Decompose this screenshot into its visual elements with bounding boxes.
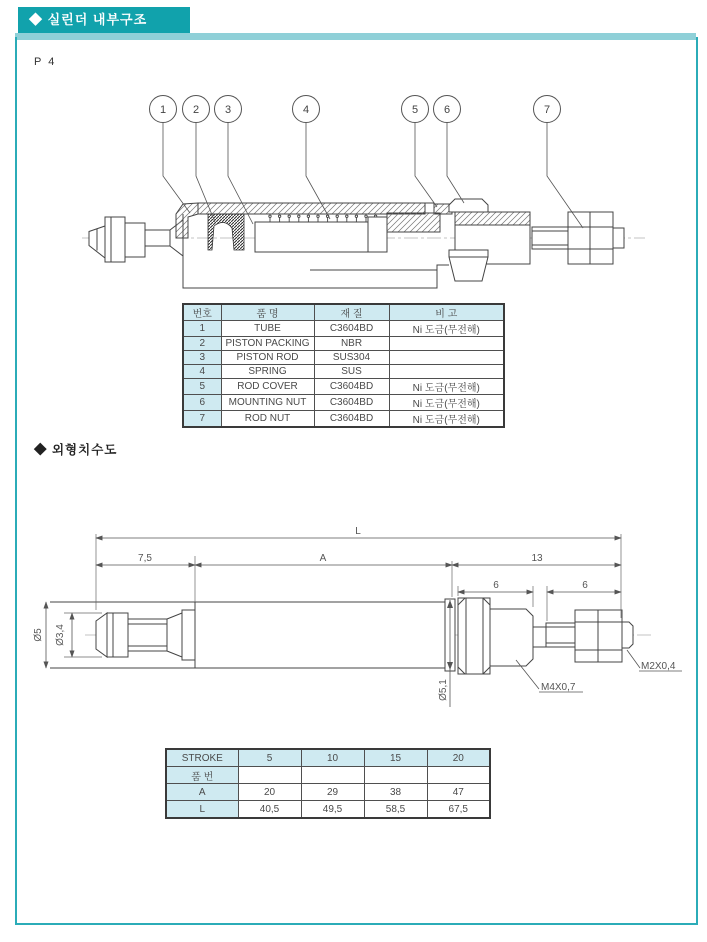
svg-text:1: 1 bbox=[159, 104, 167, 116]
table-row bbox=[183, 395, 504, 411]
cell-name: PISTON ROD bbox=[221, 351, 314, 365]
row-label: 품 번 bbox=[166, 767, 238, 784]
cell-name: SPRING bbox=[221, 365, 314, 379]
cell-value: 20 bbox=[238, 784, 301, 801]
cell-material: C3604BD bbox=[314, 411, 389, 428]
dim-label-L: L bbox=[355, 526, 361, 537]
cell-name: ROD NUT bbox=[221, 411, 314, 428]
svg-text:3: 3 bbox=[224, 104, 232, 116]
dim-label-A: A bbox=[319, 553, 327, 564]
callout-6 bbox=[434, 96, 461, 123]
cell-material: NBR bbox=[314, 337, 389, 351]
stroke-5: 5 bbox=[238, 749, 301, 767]
cell-no: 2 bbox=[183, 337, 221, 351]
col-header-name: 품 명 bbox=[221, 304, 314, 321]
col-header-no: 번호 bbox=[183, 304, 221, 321]
cell-material: C3604BD bbox=[314, 379, 389, 395]
table-row bbox=[183, 379, 504, 395]
dim-label-dia5-1: Ø5,1 bbox=[438, 679, 449, 701]
cell-remark: Ni 도금(무전해) bbox=[389, 379, 504, 395]
parts-table-header-row bbox=[183, 304, 504, 321]
cell-name: MOUNTING NUT bbox=[221, 395, 314, 411]
svg-text:6: 6 bbox=[443, 104, 451, 116]
table-row bbox=[166, 784, 490, 801]
stroke-10: 10 bbox=[301, 749, 364, 767]
svg-text:7: 7 bbox=[543, 104, 551, 116]
dim-label-dia3-4: Ø3,4 bbox=[55, 624, 66, 646]
cell-no: 5 bbox=[183, 379, 221, 395]
internal-structure-drawing bbox=[20, 85, 680, 300]
row-label: L bbox=[166, 801, 238, 819]
cell-value bbox=[301, 767, 364, 784]
cell-remark: Ni 도금(무전해) bbox=[389, 395, 504, 411]
cell-value bbox=[427, 767, 490, 784]
cell-material: C3604BD bbox=[314, 395, 389, 411]
rod-cover-section bbox=[387, 213, 440, 232]
cell-material: SUS304 bbox=[314, 351, 389, 365]
stroke-table-header-row bbox=[166, 749, 490, 767]
thread-label-m4: M4X0,7 bbox=[541, 682, 576, 693]
row-label: A bbox=[166, 784, 238, 801]
cell-value: 47 bbox=[427, 784, 490, 801]
dim-label-6b: 6 bbox=[582, 580, 588, 591]
cell-remark: Ni 도금(무전해) bbox=[389, 411, 504, 428]
cell-value: 38 bbox=[364, 784, 427, 801]
table-row bbox=[183, 411, 504, 428]
parts-table bbox=[182, 303, 505, 428]
stroke-header: STROKE bbox=[166, 749, 238, 767]
cell-value: 58,5 bbox=[364, 801, 427, 819]
dim-label-dia5: Ø5 bbox=[33, 628, 44, 642]
piston-rod-head bbox=[89, 217, 183, 262]
cell-no: 6 bbox=[183, 395, 221, 411]
cell-remark bbox=[389, 365, 504, 379]
cell-remark: Ni 도금(무전해) bbox=[389, 321, 504, 337]
svg-text:4: 4 bbox=[302, 104, 310, 116]
cell-remark bbox=[389, 351, 504, 365]
callout-7 bbox=[534, 96, 561, 123]
table-row bbox=[183, 365, 504, 379]
cell-name: ROD COVER bbox=[221, 379, 314, 395]
stroke-15: 15 bbox=[364, 749, 427, 767]
col-header-remark: 비 고 bbox=[389, 304, 504, 321]
col-header-material: 재 질 bbox=[314, 304, 389, 321]
stroke-table bbox=[165, 748, 491, 819]
table-row bbox=[166, 767, 490, 784]
rod-nut-assembly bbox=[532, 212, 624, 264]
cell-value: 49,5 bbox=[301, 801, 364, 819]
cell-material: C3604BD bbox=[314, 321, 389, 337]
thread-label-m2: M2X0,4 bbox=[641, 661, 676, 672]
callout-3 bbox=[215, 96, 242, 123]
cell-no: 1 bbox=[183, 321, 221, 337]
dim-label-13: 13 bbox=[531, 553, 543, 564]
spring-seat bbox=[368, 217, 387, 252]
header-tab-title: ◆ 실린더 내부구조 bbox=[29, 12, 148, 27]
table-row bbox=[183, 321, 504, 337]
cell-value bbox=[238, 767, 301, 784]
table-row bbox=[166, 801, 490, 819]
page-number: P 4 bbox=[34, 56, 57, 68]
cell-no: 7 bbox=[183, 411, 221, 428]
cell-value bbox=[364, 767, 427, 784]
cell-remark bbox=[389, 337, 504, 351]
piston-packing-seal bbox=[208, 214, 244, 250]
cell-material: SUS bbox=[314, 365, 389, 379]
cell-no: 3 bbox=[183, 351, 221, 365]
dim-label-7-5: 7,5 bbox=[138, 553, 152, 564]
header-tab bbox=[18, 7, 190, 33]
table-row bbox=[183, 351, 504, 365]
piston-rod-body bbox=[255, 222, 368, 252]
spring-coils bbox=[269, 215, 377, 223]
dimension-drawing bbox=[20, 505, 696, 730]
dim-label-6a: 6 bbox=[493, 580, 499, 591]
callout-2 bbox=[183, 96, 210, 123]
cell-name: PISTON PACKING bbox=[221, 337, 314, 351]
callout-4 bbox=[293, 96, 320, 123]
svg-text:2: 2 bbox=[192, 104, 200, 116]
cell-name: TUBE bbox=[221, 321, 314, 337]
table-row bbox=[183, 337, 504, 351]
section-title-dimensions: ◆ 외형치수도 bbox=[34, 443, 118, 457]
cell-value: 40,5 bbox=[238, 801, 301, 819]
cell-no: 4 bbox=[183, 365, 221, 379]
cell-value: 29 bbox=[301, 784, 364, 801]
cell-value: 67,5 bbox=[427, 801, 490, 819]
svg-text:5: 5 bbox=[411, 104, 419, 116]
callout-5 bbox=[402, 96, 429, 123]
callout-1 bbox=[150, 96, 177, 123]
cylinder-outline bbox=[50, 598, 633, 674]
stroke-20: 20 bbox=[427, 749, 490, 767]
